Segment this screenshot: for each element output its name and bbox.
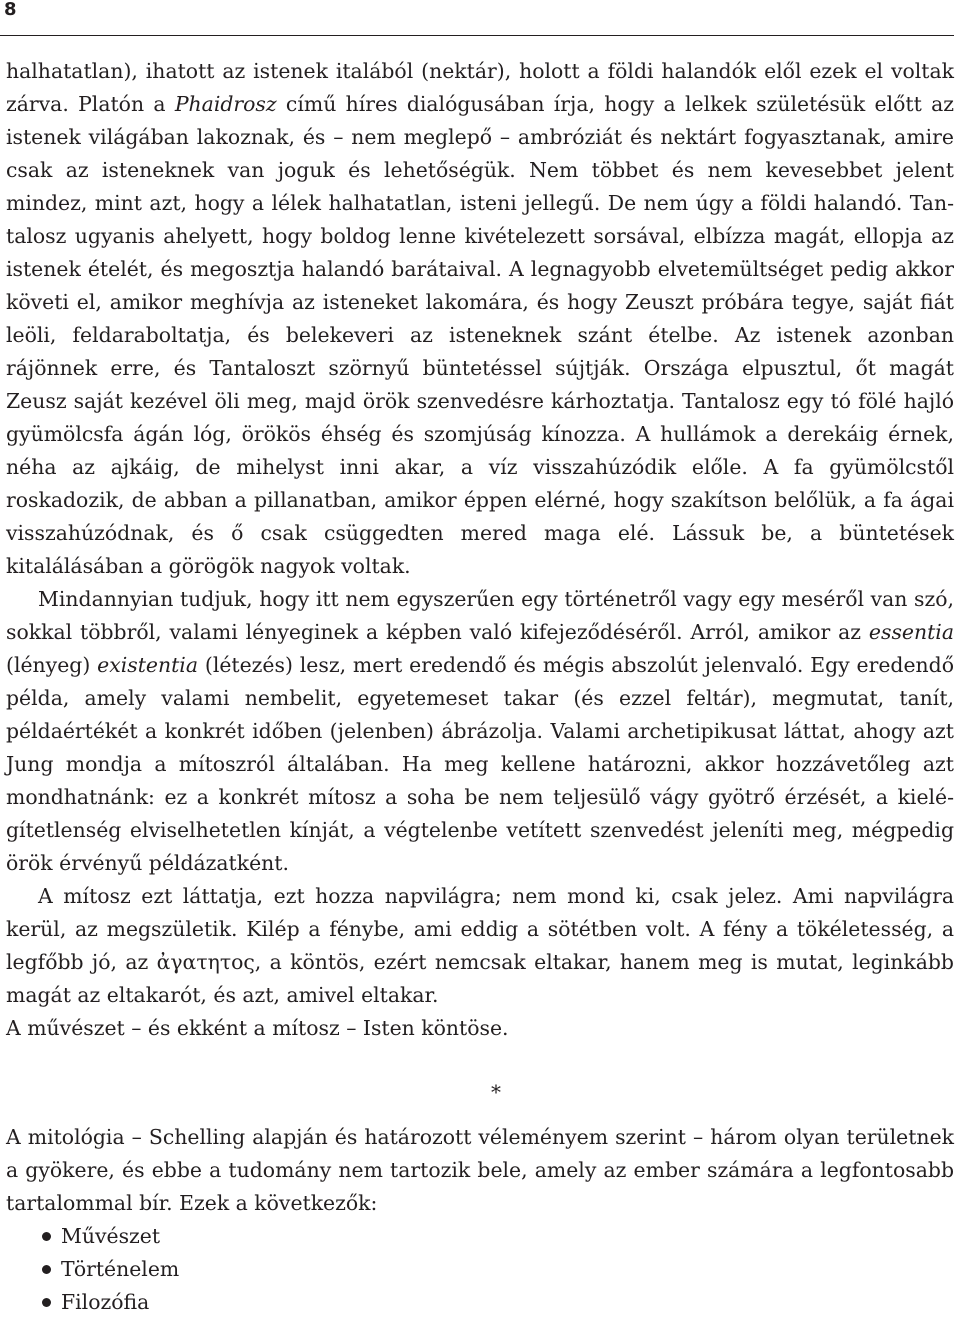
text-run: (létezés) lesz, mert eredendő és mégis abszolút jelenvaló. Egy eredendő példa, amely valami nembelit, egyetemeset takar (és ezzel feltár), megmutat, tanít, példaértékét a konkrét időben (jelenben) ábrázolja. Valami archetipikusat láttat, ahogy azt Jung mondja a mítoszról általában. Ha meg kellene határozni, akkor hozzávetőleg azt mondhatnánk: ez a konkrét mítosz a soha be nem teljesülő vágy gyötrő érzését, a kielégítetlenség elviselhetetlen kínját, a végtelenbe vetített szenvedést jeleníti meg, mégpedig örök érvényű példázatként.	[6, 653, 954, 875]
paragraph-p3	[6, 880, 954, 1012]
italic-term: essentia	[868, 620, 954, 644]
list-item-label: Filozófia	[61, 1290, 150, 1314]
paragraph-p1	[6, 55, 954, 583]
italic-term: Phaidrosz	[174, 92, 277, 116]
bullet-icon	[42, 1265, 51, 1274]
text-run: halhatatlan), ihatott az istenek italából (nektár), holott a földi halandók elől ezek el voltak zárva. Platón a	[6, 59, 954, 116]
body-text	[6, 55, 954, 1319]
italic-term: existentia	[97, 653, 198, 677]
list-item-label: Történelem	[61, 1257, 180, 1281]
text-run: című híres dialógusában írja, hogy a lelkek születésük előtt az istenek világában lakoznak, és – nem meglepő – ambróziát és nektárt fogyasztanak, amire csak az isteneknek van joguk és lehetőségük. Nem többet és nem kevesebbet jelent mindez, mint azt, hogy a lélek halhatatlan, isteni jellegű. De nem úgy a földi halandó. Tantalosz ugyanis ahelyett, hogy boldog lenne kivételezett sorsával, elbízza magát, ellopja az istenek ételét, és megosztja halandó barátaival. A legnagyobb elvetemültséget pedig akkor követi el, amikor meghívja az isteneket lakomára, és hogy Zeuszt próbára tegye, saját fiát leöli, feldaraboltatja, és belekeveri az isteneknek szánt ételbe. Az istenek azonban rájönnek erre, és Tantaloszt szörnyű büntetéssel sújtják. Országa elpusztul, őt magát Zeusz saját kezével öli meg, majd örök szenvedésre kárhoztatja. Tantalosz egy tó fölé hajló gyümölcsfa ágán lóg, örökös éhség és szomjúság kínozza. A hullámok a derekáig érnek, néha az ajkáig, de mihelyst inni akar, a víz visszahúzódik előle. A fa gyümölcstől roskadozik, de abban a pillanatban, amikor éppen elérné, hogy szakítson belőlük, a fa ágai visszahúzódnak, és ő csak csüggedten mered maga elé. Lássuk be, a büntetések kitalálásában a görögök nagyok voltak.	[6, 92, 954, 578]
after-separator-block	[6, 1121, 954, 1220]
text-run: A mítosz ezt láttatja, ezt hozza napvilágra; nem mond ki, csak jelez. Ami napvilágra kerül, az megszületik. Kilép a fénybe, ami eddig a sötétben volt. A fény a tökéletesség, a legfőbb jó, az ἀγατητος, a köntös, ezért nemcsak eltakar, hanem meg is mutat, leginkább magát az eltakarót, és azt, amivel eltakar.	[6, 884, 954, 1007]
paragraph-p5	[6, 1121, 954, 1220]
list-item	[6, 1220, 954, 1253]
text-run: (lényeg)	[6, 653, 98, 677]
page-number: 8	[4, 0, 17, 20]
list-item-label: Művészet	[61, 1224, 161, 1248]
bullet-icon	[42, 1232, 51, 1241]
text-run: A mitológia – Schelling alapján és határozott véleményem szerint – három olyan területnek a gyökere, és ebbe a tudomány nem tartozik bele, amely az ember számára a legfontosabb tartalommal bír. Ezek a következők:	[6, 1125, 954, 1215]
paragraph-p2	[6, 583, 954, 880]
paragraphs-block	[6, 55, 954, 1045]
list-item	[6, 1253, 954, 1286]
section-separator: *	[491, 1080, 501, 1104]
text-run: A művészet – és ekként a mítosz – Isten köntöse.	[6, 1016, 509, 1040]
text-run: Mindannyian tudjuk, hogy itt nem egyszerűen egy történetről vagy egy meséről van szó, sokkal többről, valami lényeginek a képben való kifejeződéséről. Arról, amikor az	[6, 587, 954, 644]
bullet-list	[6, 1220, 954, 1319]
bullet-icon	[42, 1298, 51, 1307]
header-rule	[0, 35, 954, 36]
paragraph-p4	[6, 1012, 954, 1045]
list-item	[6, 1286, 954, 1319]
